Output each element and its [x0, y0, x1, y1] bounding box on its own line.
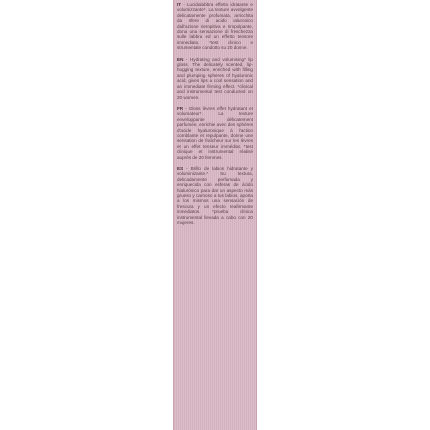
- lang-text-it: Lucidalabbra effetto idratante e volumizzante*. La texture avvolgente delicatamente profumata, arricchita da sfere di acido ialuronico dall'azione riempitiva e rimpolpante, dona una sensazione di freschezza sulle labbra ed un effetto tensore immediato. *test clinico e strumentale condotto su 20 donne.: [177, 2, 253, 51]
- strip-right-edge: [256, 0, 257, 430]
- lang-text-es: Brillo de labios hidratante y voluminizante.* Su textura, delicadamente perfumada y enriquecida con esferas de ácido hialurónico para dar un aspecto más grueso y carnoso a tus labios, aporta a los mismos una sensación de frescura y un efecto reafirmante inmediatos. *prueba clínica instrumental llevada a cabo con 20 mujeres.: [177, 165, 253, 226]
- lang-code-it: IT: [177, 2, 182, 7]
- lang-code-es: ES: [177, 165, 184, 171]
- label-text-content: [177, 2, 253, 231]
- lang-text-fr: Gloss lèvres effet hydratant et volumateur*. La texture enveloppante délicatement parfumée, enrichie avec des sphères d'acide hyaluronique à l'action comblante et repulpante, donne une sensation de fraîcheur sur les lèvres et un effet tenseur immédiat. *test clinique et instrumental réalisé auprès de 20 femmes.: [177, 105, 253, 160]
- product-label-strip: [173, 0, 257, 430]
- lang-block-es: ES - Brillo de labios hidratante y voluminizante.* Su textura, delicadamente perfumada y enriquecida con esferas de ácido hialurónico para dar un aspecto más grueso y carnoso a tus labios, aporta a los mismos una sensación de frescura y un efecto reafirmante inmediatos. *prueba clínica instrumental llevada a cabo con 20 mujeres.: [177, 165, 253, 226]
- lang-text-en: Hydrating and volumising* lip gloss. The delicately scented, lip-hugging texture, enriched with filling and plumping spheres of hyaluronic acid, gives lips a cool sensation and an immediate firming effect. *clinical and instrumental test conducted on 20 women.: [177, 56, 253, 100]
- lang-block-fr: FR - Gloss lèvres effet hydratant et volumateur*. La texture enveloppante délicatement parfumée, enrichie avec des sphères d'acide hyaluronique à l'action comblante et repulpante, donne une sensation de fraîcheur sur les lèvres et un effet tenseur immédiat. *test clinique et instrumental réalisé auprès de 20 femmes.: [177, 105, 253, 160]
- lang-code-fr: FR: [177, 105, 184, 111]
- strip-left-edge: [173, 0, 174, 430]
- lang-block-it: IT - Lucidalabbra effetto idratante e volumizzante*. La texture avvolgente delicatamente profumata, arricchita da sfere di acido ialuronico dall'azione riempitiva e rimpolpante, dona una sensazione di freschezza sulle labbra ed un effetto tensore immediato. *test clinico e strumentale condotto su 20 donne.: [177, 2, 253, 51]
- lang-code-en: EN: [177, 56, 184, 62]
- lang-block-en: EN - Hydrating and volumising* lip gloss. The delicately scented, lip-hugging texture, enriched with filling and plumping spheres of hyaluronic acid, gives lips a cool sensation and an immediate firming effect. *clinical and instrumental test conducted on 20 women.: [177, 56, 253, 100]
